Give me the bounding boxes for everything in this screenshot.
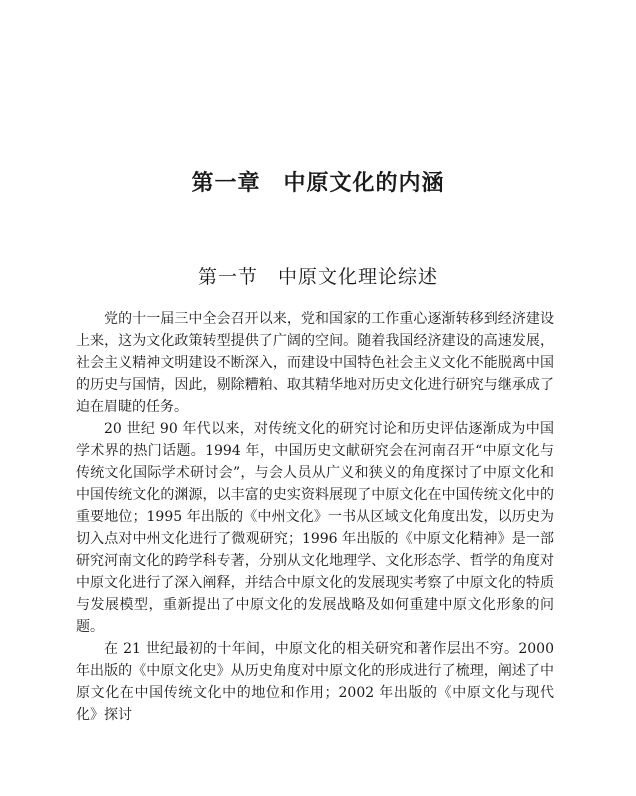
chapter-title: 第一章 中原文化的内涵 [191, 170, 445, 196]
paragraph-1: 党的十一届三中全会召开以来，党和国家的工作重心逐渐转移到经济建设上来，这为文化政策转型提供了广阔的空间。随着我国经济建设的高速发展，社会主义精神文明建设不断深入，而建设中国特色社会主义文化不能脱离中国的历史与国情，因此，剔除糟粕、取其精华地对历史文化进行研究与继承成了迫在眉睫的任务。 [76, 311, 554, 415]
body-text [76, 308, 554, 726]
paragraph-2: 20 世纪 90 年代以来，对传统文化的研究讨论和历史评估逐渐成为中国学术界的热门话题。1994 年，中国历史文献研究会在河南召开“中原文化与传统文化国际学术研讨会”，与会人员从广义和狭义的角度探讨了中原文化和中国传统文化的渊源，以丰富的史实资料展现了中原文化在中国传统文化中的重要地位；1995 年出版的《中州文化》一书从区域文化角度出发，以历史为切入点对中州文化进行了微观研究；1996 年出版的《中原文化精神》是一部研究河南文化的跨学科专著，分别从文化地理学、文化形态学、哲学的角度对中原文化进行了深入阐释，并结合中原文化的发展现实考察了中原文化的特质与发展模型，重新提出了中原文化的发展战略及如何重建中原文化形象的问题。 [76, 421, 554, 635]
paragraph-3: 在 21 世纪最初的十年间，中原文化的相关研究和著作层出不穷。2000 年出版的《中原文化史》从历史角度对中原文化的形成进行了梳理，阐述了中原文化在中国传统文化中的地位和作用；2002 年出版的《中原文化与现代化》探讨 [76, 641, 554, 723]
section-title: 第一节 中原文化理论综述 [197, 266, 438, 288]
